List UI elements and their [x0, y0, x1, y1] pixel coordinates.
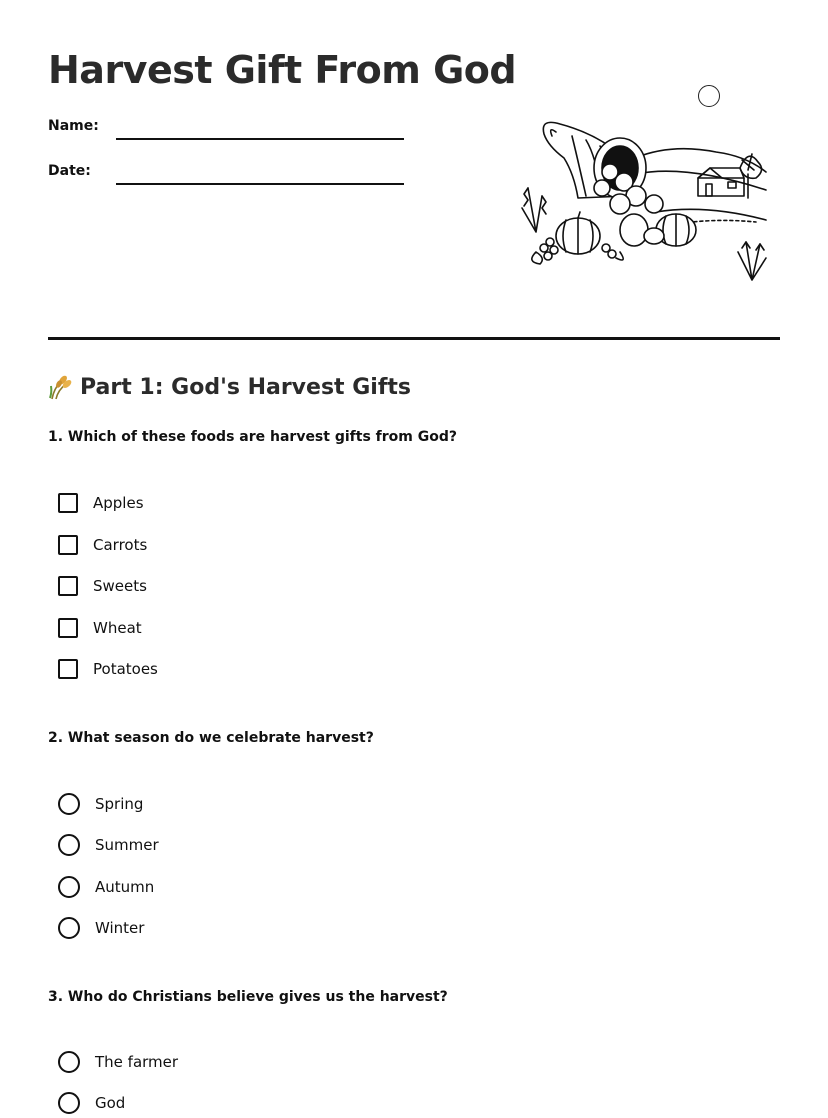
part-1-heading: [48, 374, 411, 400]
name-input-line[interactable]: [116, 138, 404, 140]
q1-option-carrots[interactable]: [58, 533, 147, 557]
option-label: Winter: [95, 919, 145, 937]
option-label: God: [95, 1094, 126, 1112]
radio-button[interactable]: [58, 917, 80, 939]
option-label: Summer: [95, 836, 159, 854]
option-label: Wheat: [93, 619, 142, 637]
section-divider: [48, 337, 780, 340]
checkbox[interactable]: [58, 659, 78, 679]
question-1-text: 1. Which of these foods are harvest gifts from God?: [48, 429, 457, 445]
corner-circle-marker: [698, 85, 720, 107]
checkbox[interactable]: [58, 618, 78, 638]
q1-option-potatoes[interactable]: [58, 657, 158, 681]
question-3-text: 3. Who do Christians believe gives us the harvest?: [48, 989, 448, 1005]
checkbox[interactable]: [58, 576, 78, 596]
radio-button[interactable]: [58, 793, 80, 815]
q1-option-wheat[interactable]: [58, 616, 142, 640]
option-label: Potatoes: [93, 660, 158, 678]
sheaf-of-rice-icon: [48, 374, 72, 400]
part-1-heading-text: Part 1: God's Harvest Gifts: [80, 374, 411, 400]
q3-option-god[interactable]: [58, 1091, 125, 1115]
worksheet-title: Harvest Gift From God: [48, 48, 517, 92]
q1-option-sweets[interactable]: [58, 574, 147, 598]
date-label: Date:: [48, 163, 91, 179]
option-label: Autumn: [95, 878, 155, 896]
cornucopia-illustration: [516, 112, 772, 288]
q2-option-autumn[interactable]: [58, 875, 154, 899]
q1-option-apples[interactable]: [58, 491, 144, 515]
name-label: Name:: [48, 118, 99, 134]
q2-option-winter[interactable]: [58, 916, 144, 940]
question-2-text: 2. What season do we celebrate harvest?: [48, 730, 374, 746]
q2-option-summer[interactable]: [58, 833, 159, 857]
radio-button[interactable]: [58, 834, 80, 856]
q2-option-spring[interactable]: [58, 792, 143, 816]
checkbox[interactable]: [58, 535, 78, 555]
radio-button[interactable]: [58, 876, 80, 898]
option-label: The farmer: [95, 1053, 179, 1071]
option-label: Sweets: [93, 577, 147, 595]
radio-button[interactable]: [58, 1051, 80, 1073]
q3-option-the-farmer[interactable]: [58, 1050, 178, 1074]
date-input-line[interactable]: [116, 183, 404, 185]
option-label: Spring: [95, 795, 144, 813]
checkbox[interactable]: [58, 493, 78, 513]
radio-button[interactable]: [58, 1092, 80, 1114]
option-label: Carrots: [93, 536, 148, 554]
option-label: Apples: [93, 494, 144, 512]
